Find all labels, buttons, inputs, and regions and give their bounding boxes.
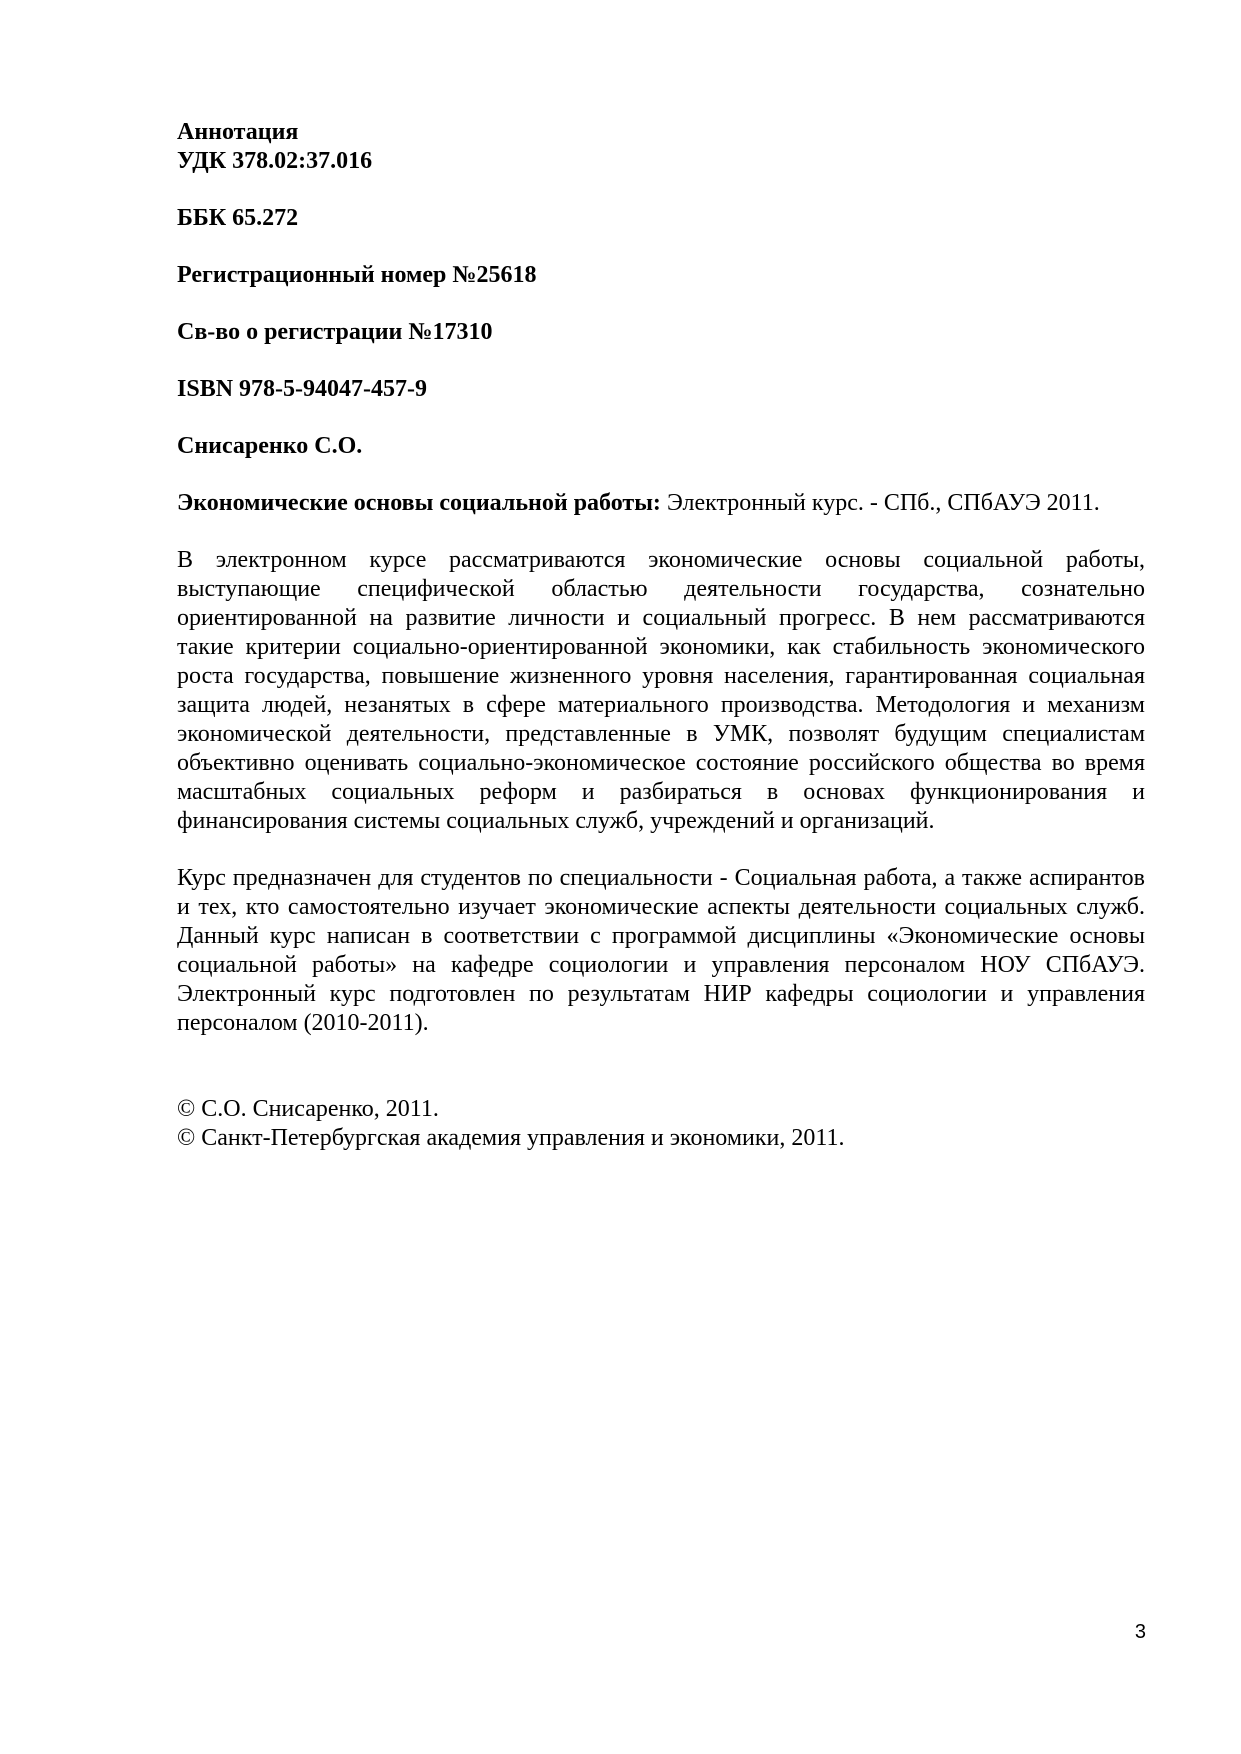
abstract-paragraph-1: В электронном курсе рассматриваются экономические основы социальной работы, выступающие специфической областью деятельности государства, сознательно ориентированной на развитие личности и социальный прогресс. В нем рассматриваются такие критерии социально-ориентированной экономики, как стабильность экономического роста государства, повышение жизненного уровня населения, гарантированная социальная защита людей, незанятых в сфере материального производства. Методология и механизм экономической деятельности, представленные в УМК, позволят будущим специалистам объективно оценивать социально-экономическое состояние российского общества во время масштабных социальных реформ и разбираться в основах функционирования и финансирования системы социальных служб, учреждений и организаций. [177,547,1145,834]
course-title-line [177,489,1145,518]
author: Снисаренко С.О. [177,433,363,459]
registration-number: Регистрационный номер №25618 [177,262,537,288]
course-title: Экономические основы социальной работы: [177,490,661,516]
copyright-block [177,1095,1145,1153]
abstract-paragraph-2: Курс предназначен для студентов по специальности - Социальная работа, а также аспирантов и тех, кто самостоятельно изучает экономические аспекты деятельности социальных служб. Данный курс написан в соответствии с программой дисциплины «Экономические основы социальной работы» на кафедре социологии и управления персоналом НОУ СПбАУЭ. Электронный курс подготовлен по результатам НИР кафедры социологии и управления персоналом (2010-2011). [177,865,1145,1036]
course-publication-info: Электронный курс. - СПб., СПбАУЭ 2011. [660,490,1100,516]
copyright-academy: © Санкт-Петербургская академия управления и экономики, 2011. [177,1125,845,1151]
page-number: 3 [1134,1621,1146,1643]
page-content [177,118,1145,1153]
udk-code: УДК 378.02:37.016 [177,148,373,174]
bbk-code: ББК 65.272 [177,205,299,231]
annotation-heading: Аннотация [177,119,299,145]
copyright-author: © С.О. Снисаренко, 2011. [177,1096,439,1122]
registration-certificate: Св-во о регистрации №17310 [177,319,493,345]
isbn: ISBN 978-5-94047-457-9 [177,376,427,402]
